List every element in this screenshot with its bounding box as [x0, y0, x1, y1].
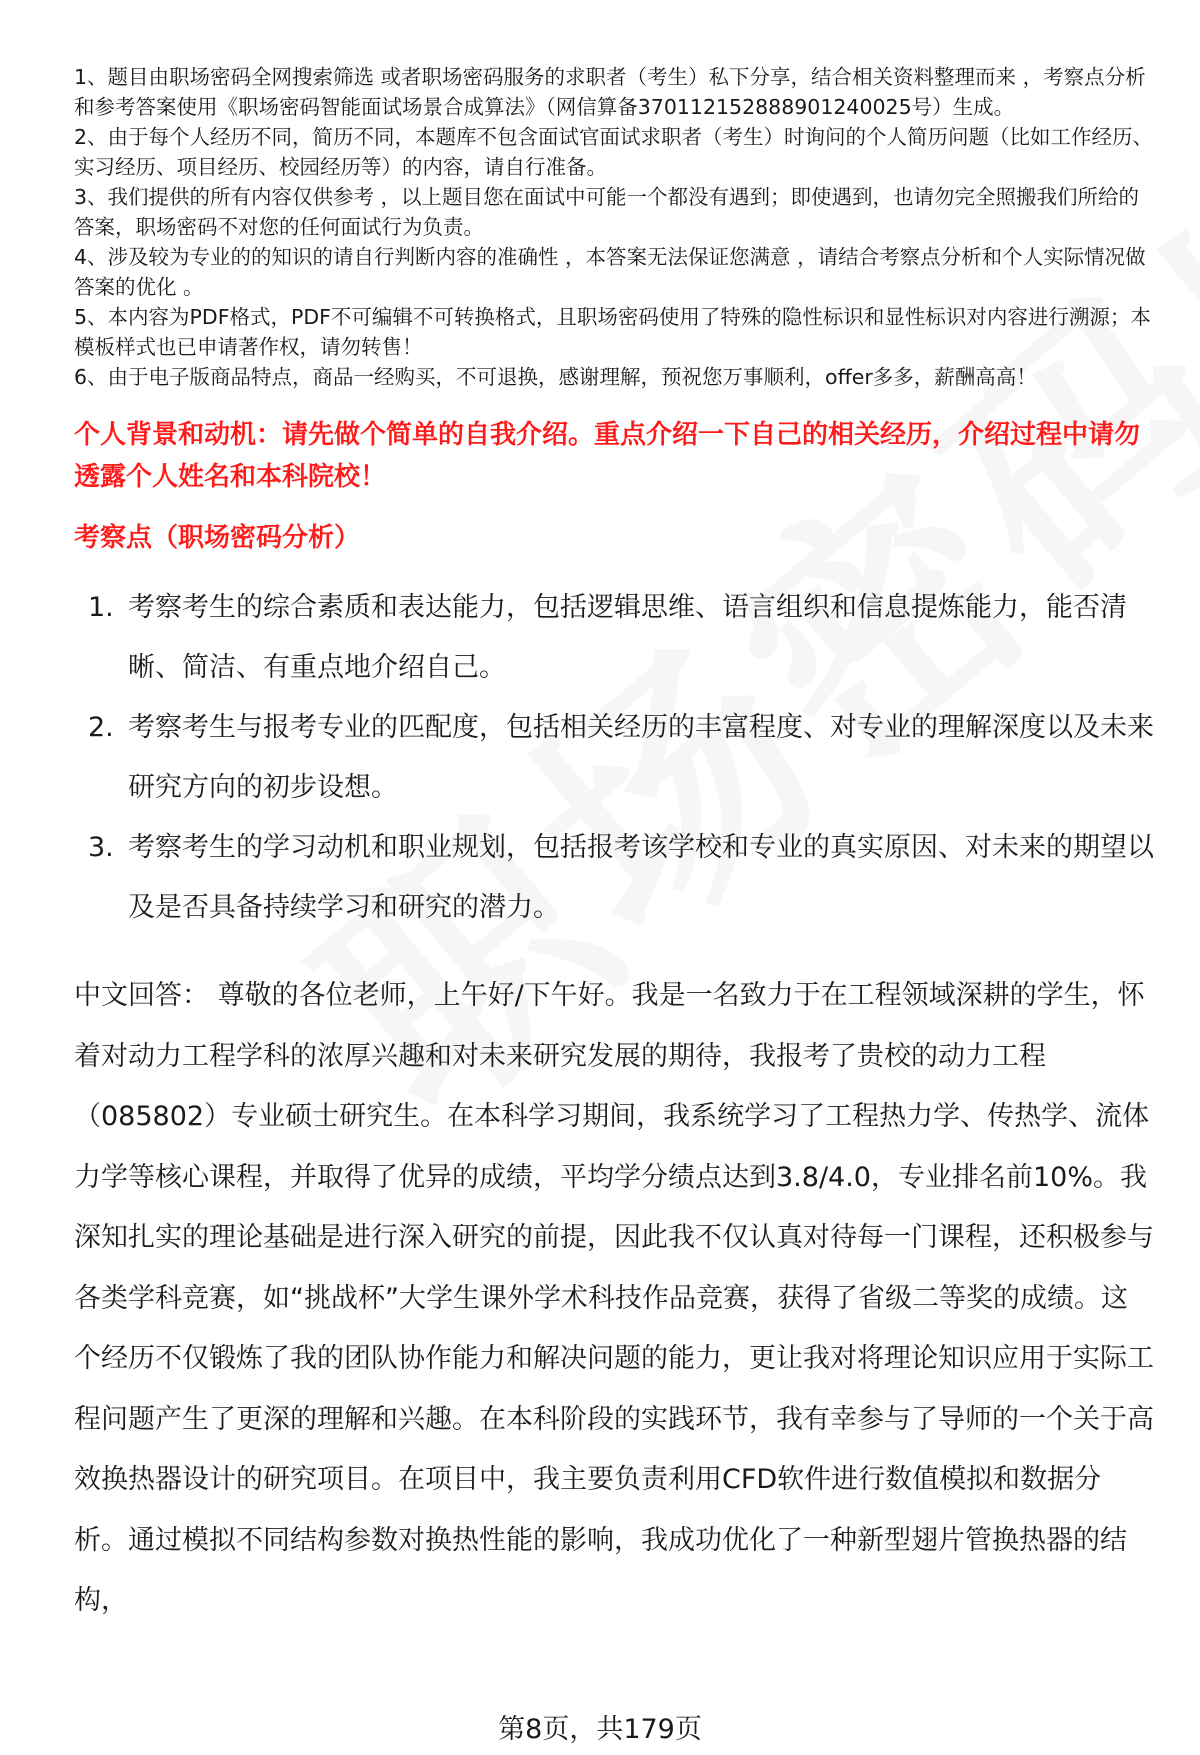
key-points-list: [74, 578, 1154, 938]
notice-item: 2、由于每个人经历不同，简历不同，本题库不包含面试官面试求职者（考生）时询问的个人简历问题（比如工作经历、实习经历、项目经历、校园经历等）的内容，请自行准备。: [74, 125, 1154, 179]
notice-item: 1、题目由职场密码全网搜索筛选 或者职场密码服务的求职者（考生）私下分享，结合相关资料整理而来 ，考察点分析和参考答案使用《职场密码智能面试场景合成算法》（网信算备370112152888901240025号）生成。: [74, 65, 1146, 119]
notice-item: 3、我们提供的所有内容仅供参考 ，以上题目您在面试中可能一个都没有遇到；即使遇到，也请勿完全照搬我们所给的答案，职场密码不对您的任何面试行为负责。: [74, 185, 1140, 239]
document-page: [74, 62, 1154, 1632]
key-point-item: [74, 698, 1154, 818]
question-title: 个人背景和动机：请先做个简单的自我介绍。重点介绍一下自己的相关经历，介绍过程中请勿透露个人姓名和本科院校！: [74, 420, 1141, 492]
key-points-title: 考察点（职场密码分析）: [74, 523, 361, 553]
key-point-number: 1.: [88, 592, 114, 623]
key-point-number: 3.: [88, 832, 114, 863]
key-point-number: 2.: [88, 712, 114, 743]
notice-item: 4、涉及较为专业的的知识的请自行判断内容的准确性 ，本答案无法保证您满意 ，请结合考察点分析和个人实际情况做答案的优化 。: [74, 245, 1146, 299]
page-number: 第8页，共179页: [498, 1714, 702, 1745]
key-point-item: [74, 818, 1154, 938]
key-point-text: 考察考生与报考专业的匹配度，包括相关经历的丰富程度、对专业的理解深度以及未来研究方向的初步设想。: [128, 712, 1154, 803]
notice-item: 5、本内容为PDF格式，PDF不可编辑不可转换格式，且职场密码使用了特殊的隐性标识和显性标识对内容进行溯源；本模板样式也已申请著作权，请勿转售！: [74, 305, 1151, 359]
key-point-item: [74, 578, 1154, 698]
key-point-text: 考察考生的综合素质和表达能力，包括逻辑思维、语言组织和信息提炼能力，能否清晰、简洁、有重点地介绍自己。: [128, 592, 1127, 683]
notice-item: 6、由于电子版商品特点，商品一经购买，不可退换，感谢理解，预祝您万事顺利，offer多多，薪酬高高！: [74, 365, 1037, 389]
answer-paragraph: 中文回答： 尊敬的各位老师，上午好/下午好。我是一名致力于在工程领域深耕的学生，怀着对动力工程学科的浓厚兴趣和对未来研究发展的期待，我报考了贵校的动力工程（085802）专业硕士研究生。在本科学习期间，我系统学习了工程热力学、传热学、流体力学等核心课程，并取得了优异的成绩，平均学分绩点达到3.8/4.0，专业排名前10%。我深知扎实的理论基础是进行深入研究的前提，因此我不仅认真对待每一门课程，还积极参与各类学科竞赛，如“挑战杯”大学生课外学术科技作品竞赛，获得了省级二等奖的成绩。这个经历不仅锻炼了我的团队协作能力和解决问题的能力，更让我对将理论知识应用于实际工程问题产生了更深的理解和兴趣。在本科阶段的实践环节，我有幸参与了导师的一个关于高效换热器设计的研究项目。在项目中，我主要负责利用CFD软件进行数值模拟和数据分析。通过模拟不同结构参数对换热性能的影响，我成功优化了一种新型翅片管换热器的结构，: [74, 980, 1154, 1616]
key-point-text: 考察考生的学习动机和职业规划，包括报考该学校和专业的真实原因、对未来的期望以及是否具备持续学习和研究的潜力。: [128, 832, 1154, 923]
notice-list: [74, 62, 1154, 392]
